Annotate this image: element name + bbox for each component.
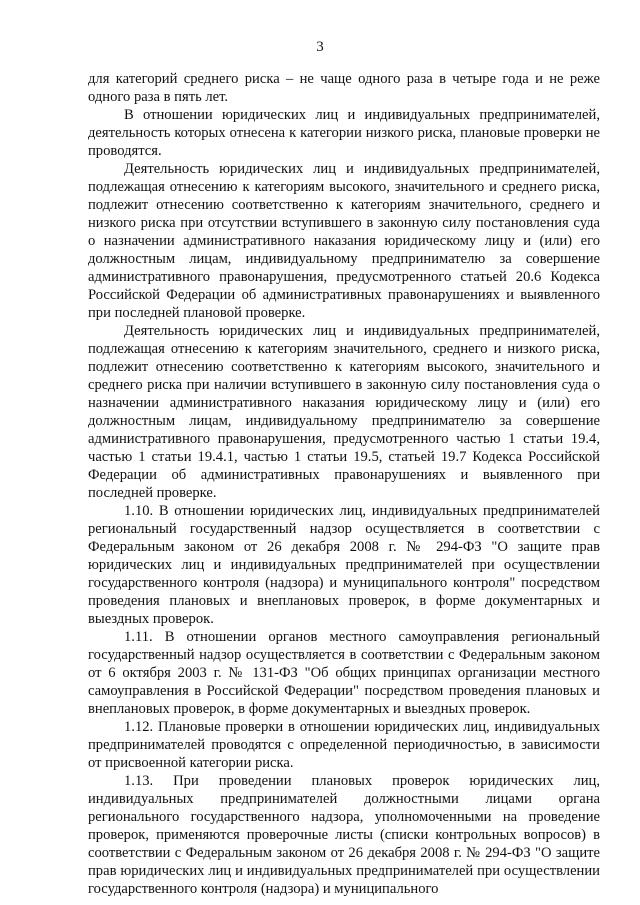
paragraph-1: для категорий среднего риска – не чаще одного раза в четыре года и не реже одного раза в пять лет. bbox=[88, 71, 600, 105]
page-number: 3 bbox=[316, 39, 324, 55]
paragraph-1-10: 1.10. В отношении юридических лиц, индивидуальных предпринимателей региональный государственный надзор осуществляется в соответствии с Федеральным законом от 26 декабря 2008 г. № 294-ФЗ "О защите прав юридических лиц и индивидуальных предпринимателей при осуществлении государственного контроля (надзора) и муниципального контроля" посредством проведения плановых и внеплановых проверок, в форме документарных и выездных проверок. bbox=[88, 503, 600, 627]
paragraph-2: В отношении юридических лиц и индивидуальных предпринимателей, деятельность которых отнесена к категории низкого риска, плановые проверки не проводятся. bbox=[88, 107, 600, 159]
paragraph-4: Деятельность юридических лиц и индивидуальных предпринимателей, подлежащая отнесению к категориям значительного, среднего и низкого риска, подлежит отнесению соответственно к категориям высокого, значительного и среднего риска при наличии вступившего в законную силу постановления суда о назначении административного наказания юридическому лицу и (или) его должностным лицам, индивидуальному предпринимателю за совершение административного правонарушения, предусмотренного частью 1 статьи 19.4, частью 1 статьи 19.4.1, частью 1 статьи 19.5, статьей 19.7 Кодекса Российской Федерации об административных правонарушениях и выявленного при последней проверке. bbox=[88, 323, 600, 501]
paragraph-3: Деятельность юридических лиц и индивидуальных предпринимателей, подлежащая отнесению к категориям высокого, значительного и среднего риска, подлежит отнесению соответственно к категориям значительного, среднего и низкого риска при отсутствии вступившего в законную силу постановления суда о назначении административного наказания юридическому лицу и (или) его должностным лицам, индивидуальному предпринимателю за совершение административного правонарушения, предусмотренного статьей 20.6 Кодекса Российской Федерации об административных правонарушениях и выявленного при последней плановой проверке. bbox=[88, 161, 600, 321]
paragraph-1-11: 1.11. В отношении органов местного самоуправления региональный государственный надзор осуществляется в соответствии с Федеральным законом от 6 октября 2003 г. № 131-ФЗ "Об общих принципах организации местного самоуправления в Российской Федерации" посредством проведения плановых и внеплановых проверок, в форме документарных и выездных проверок. bbox=[88, 629, 600, 717]
paragraph-1-12: 1.12. Плановые проверки в отношении юридических лиц, индивидуальных предпринимателей проводятся с определенной периодичностью, в зависимости от присвоенной категории риска. bbox=[88, 719, 600, 771]
paragraph-1-13: 1.13. При проведении плановых проверок юридических лиц, индивидуальных предпринимателей должностными лицами органа регионального государственного надзора, уполномоченными на проведение проверок, применяются проверочные листы (списки контрольных вопросов) в соответствии с Федеральным законом от 26 декабря 2008 г. № 294-ФЗ "О защите прав юридических лиц и индивидуальных предпринимателей при осуществлении государственного контроля (надзора) и муниципального bbox=[88, 773, 600, 897]
body-text bbox=[88, 70, 600, 898]
